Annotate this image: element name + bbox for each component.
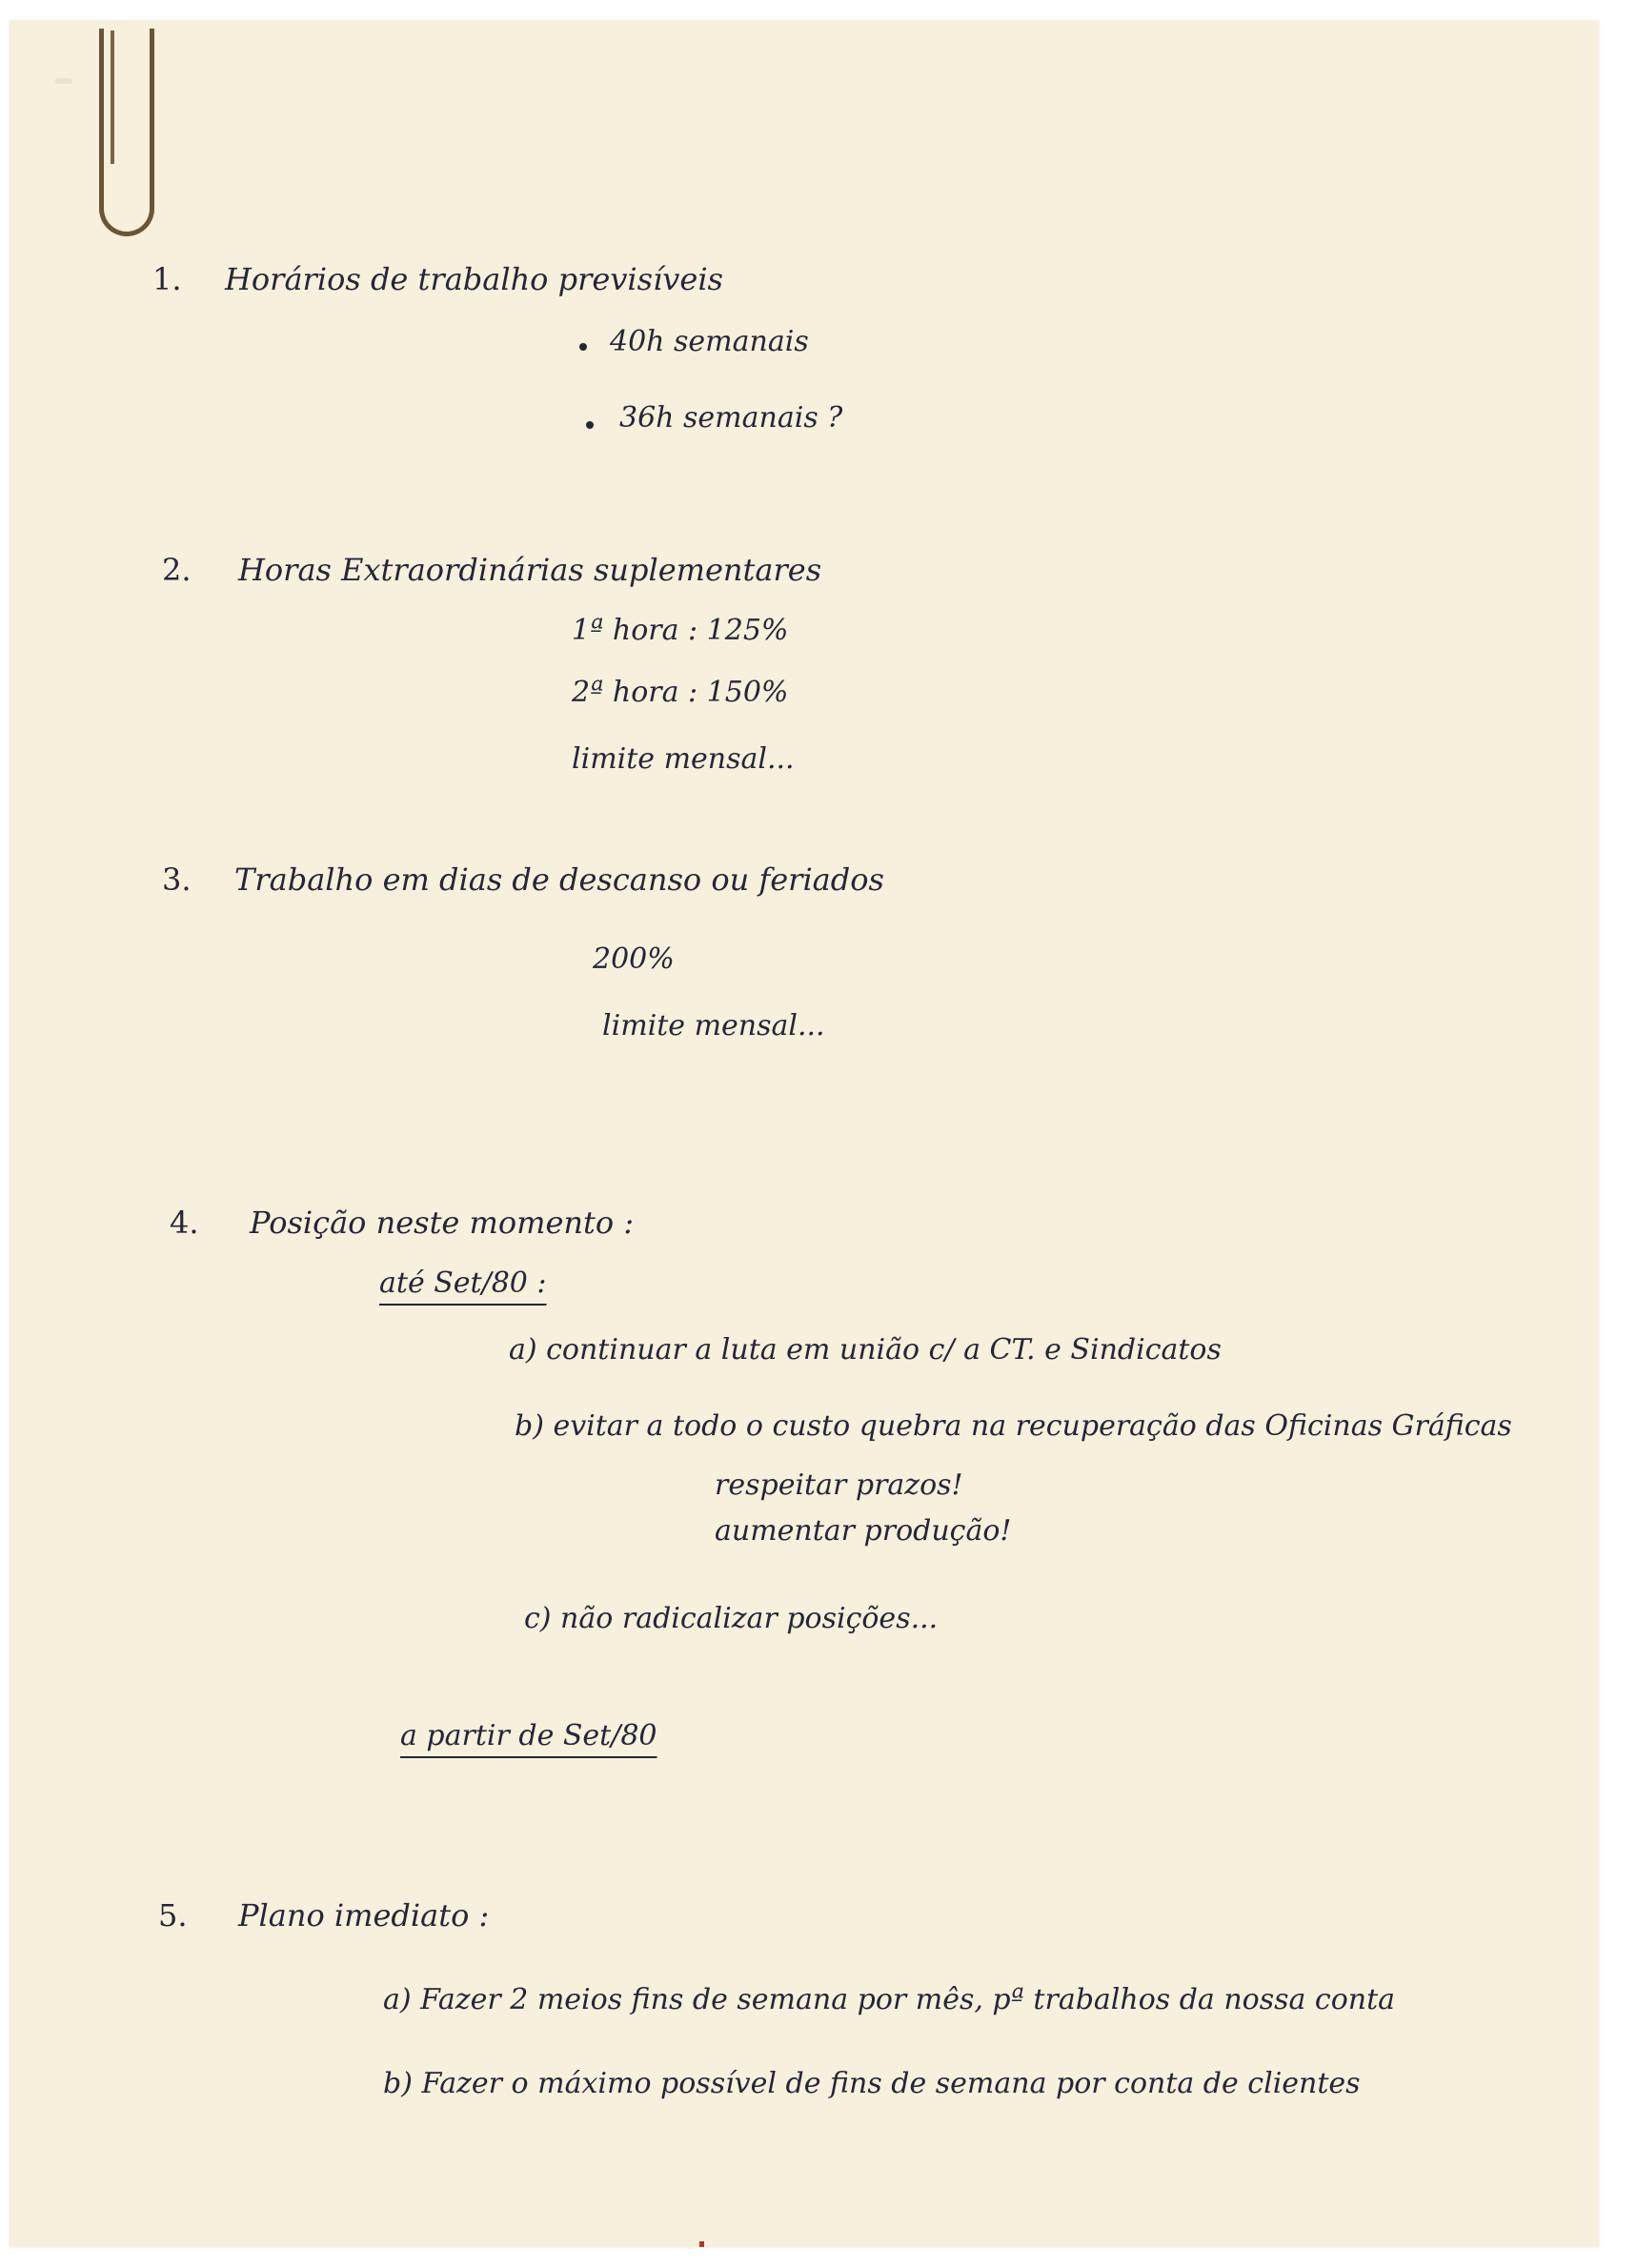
section-5-title: Plano imediato :	[238, 1897, 490, 1934]
section-5-number: 5.	[158, 1897, 188, 1934]
red-ink-mark	[699, 2241, 704, 2247]
section-3-title: Trabalho em dias de descanso ou feriados	[234, 861, 884, 898]
paper-clip-inner	[111, 30, 133, 164]
section-2-line-3: limite mensal...	[572, 742, 795, 776]
section-2-title: Horas Extraordinárias suplementares	[238, 552, 822, 588]
section-4-title: Posição neste momento :	[250, 1205, 635, 1241]
document-page	[10, 21, 1599, 2247]
section-3-line-1: 200%	[593, 942, 675, 976]
paper-mark	[55, 78, 72, 84]
section-4-subheading-2: a partir de Set/80	[400, 1719, 657, 1752]
section-1-number: 1.	[152, 261, 182, 297]
section-5-item-b: b) Fazer o máximo possível de fins de semana por conta de clientes	[383, 2067, 1361, 2100]
section-4-item-b-sub-2: aumentar produção!	[715, 1514, 1012, 1548]
bullet-icon	[579, 343, 587, 351]
section-5-item-a: a) Fazer 2 meios fins de semana por mês, pª trabalhos da nossa conta	[383, 1983, 1396, 2016]
section-3-line-2: limite mensal...	[602, 1009, 825, 1043]
section-1-title: Horários de trabalho previsíveis	[225, 261, 723, 297]
section-4-item-a: a) continuar a luta em união c/ a CT. e Sindicatos	[509, 1333, 1222, 1367]
section-4-item-c: c) não radicalizar posições...	[524, 1602, 939, 1635]
bullet-icon	[586, 421, 594, 429]
section-3-number: 3.	[162, 861, 192, 898]
section-4-number: 4.	[170, 1205, 199, 1241]
section-1-item-1: 40h semanais	[610, 325, 809, 358]
section-4-item-b-sub-1: respeitar prazos!	[715, 1468, 963, 1502]
section-4-item-b: b) evitar a todo o custo quebra na recuperação das Oficinas Gráficas	[515, 1409, 1512, 1443]
section-4-subheading-1: até Set/80 :	[379, 1266, 547, 1300]
section-2-line-1: 1ª hora : 125%	[572, 614, 789, 647]
section-1-item-2: 36h semanais ?	[619, 401, 843, 435]
section-2-line-2: 2ª hora : 150%	[572, 676, 789, 709]
section-2-number: 2.	[162, 552, 192, 588]
